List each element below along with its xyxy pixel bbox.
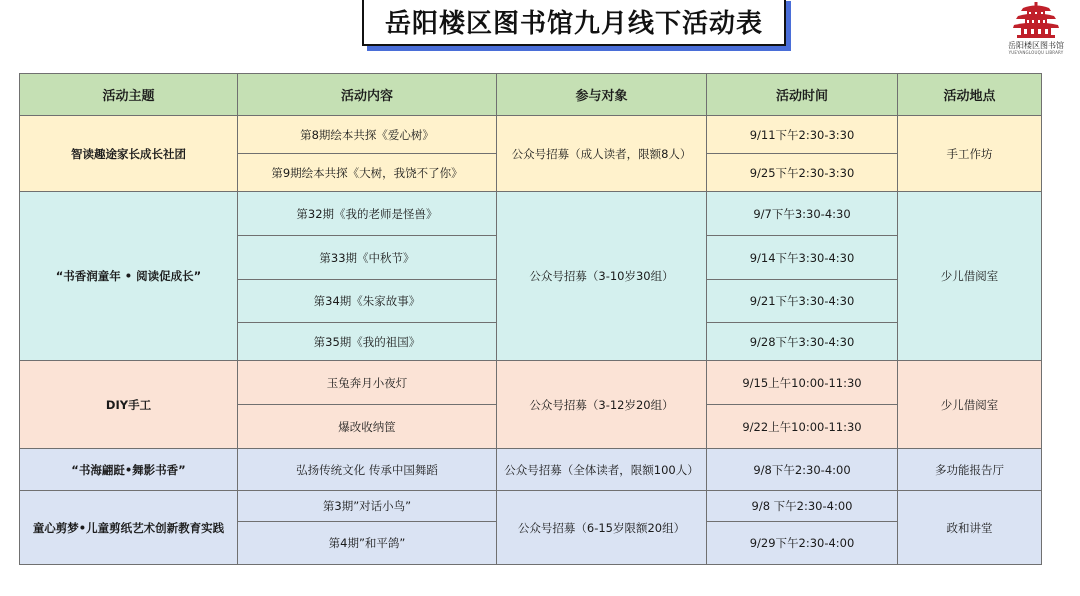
activity-content: 第33期《中秋节》 [238, 236, 497, 280]
table-row [20, 192, 1042, 236]
table-row [20, 491, 1042, 522]
table-row [20, 116, 1042, 154]
header-content: 活动内容 [238, 74, 497, 116]
activity-content: 第4期”和平鸽” [238, 522, 497, 565]
activity-content: 第34期《朱家故事》 [238, 280, 497, 323]
activity-time: 9/28下午3:30-4:30 [707, 323, 898, 361]
activity-time: 9/25下午2:30-3:30 [707, 154, 898, 192]
header-topic: 活动主题 [20, 74, 238, 116]
pavilion-icon [1013, 2, 1059, 40]
activity-content: 爆改收纳筐 [238, 405, 497, 449]
activity-time: 9/15上午10:00-11:30 [707, 361, 898, 405]
table-row [20, 361, 1042, 405]
activity-audience: 公众号招募（6-15岁限额20组） [497, 491, 707, 565]
header-time: 活动时间 [707, 74, 898, 116]
activity-time: 9/8 下午2:30-4:00 [707, 491, 898, 522]
activity-time: 9/21下午3:30-4:30 [707, 280, 898, 323]
activity-time: 9/11下午2:30-3:30 [707, 116, 898, 154]
activity-content: 弘扬传统文化 传承中国舞蹈 [238, 449, 497, 491]
header-location: 活动地点 [898, 74, 1042, 116]
activity-topic: 童心剪梦•儿童剪纸艺术创新教育实践 [20, 491, 238, 565]
table-header-row [20, 74, 1042, 116]
activity-audience: 公众号招募（成人读者，限额8人） [497, 116, 707, 192]
activity-topic: 智读趣途家长成长社团 [20, 116, 238, 192]
activity-content: 第3期”对话小鸟” [238, 491, 497, 522]
activity-audience: 公众号招募（全体读者，限额100人） [497, 449, 707, 491]
activity-location: 多功能报告厅 [898, 449, 1042, 491]
activity-content: 第8期绘本共探《爱心树》 [238, 116, 497, 154]
activity-time: 9/8下午2:30-4:00 [707, 449, 898, 491]
header-audience: 参与对象 [497, 74, 707, 116]
title-banner [362, 0, 786, 46]
activity-time: 9/14下午3:30-4:30 [707, 236, 898, 280]
page-title: 岳阳楼区图书馆九月线下活动表 [384, 8, 763, 39]
activity-content: 第35期《我的祖国》 [238, 323, 497, 361]
logo-chinese-name: 岳阳楼区图书馆 [1008, 41, 1064, 50]
activity-topic: “书海翩跹•舞影书香” [20, 449, 238, 491]
table-row [20, 449, 1042, 491]
library-logo [996, 2, 1076, 64]
logo-english-name: YUEYANGLOUQU LIBRARY [1008, 50, 1064, 55]
activity-time: 9/7下午3:30-4:30 [707, 192, 898, 236]
activity-topic: “书香润童年 • 阅读促成长” [20, 192, 238, 361]
activity-time: 9/29下午2:30-4:00 [707, 522, 898, 565]
activity-content: 第32期《我的老师是怪兽》 [238, 192, 497, 236]
activity-content: 第9期绘本共探《大树，我饶不了你》 [238, 154, 497, 192]
activity-location: 少儿借阅室 [898, 192, 1042, 361]
activity-content: 玉兔奔月小夜灯 [238, 361, 497, 405]
activity-audience: 公众号招募（3-10岁30组） [497, 192, 707, 361]
activity-schedule-table [19, 73, 1042, 565]
activity-audience: 公众号招募（3-12岁20组） [497, 361, 707, 449]
activity-topic: DIY手工 [20, 361, 238, 449]
activity-time: 9/22上午10:00-11:30 [707, 405, 898, 449]
activity-location: 少儿借阅室 [898, 361, 1042, 449]
activity-location: 手工作坊 [898, 116, 1042, 192]
activity-location: 政和讲堂 [898, 491, 1042, 565]
